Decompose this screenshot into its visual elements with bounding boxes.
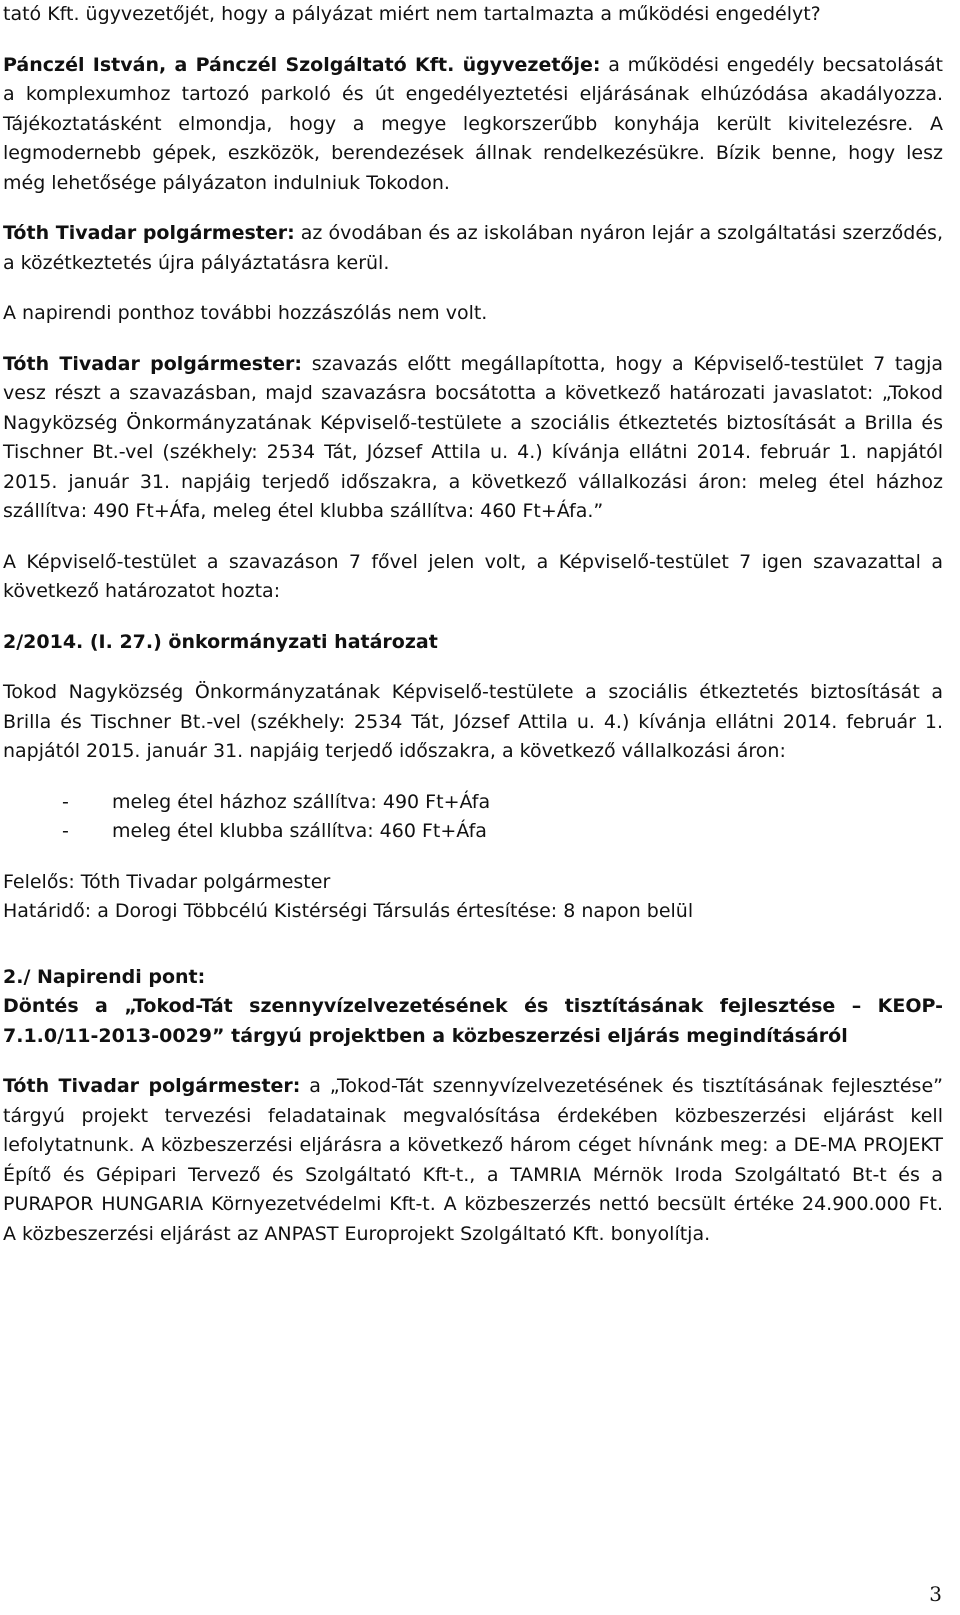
agenda-item-label: 2./ Napirendi pont: — [3, 965, 206, 988]
price-list — [3, 788, 943, 847]
paragraph-no-comments: A napirendi ponthoz további hozzászólás nem volt. — [3, 302, 488, 324]
list-item-text: meleg étel házhoz szállítva: 490 Ft+Áfa — [112, 790, 491, 813]
statement-text: az óvodában és az iskolában nyáron lejár a szolgáltatási szerződés, a közétkeztetés újra pályáztatásra kerül. — [3, 222, 943, 274]
speaker-label: Pánczél István, a Pánczél Szolgáltató Kft. ügyvezetője: — [3, 53, 601, 76]
paragraph-panczel-statement — [3, 51, 943, 199]
agenda-item-title: Döntés a „Tokod-Tát szennyvízelvezetésének és tisztításának fejlesztése – KEOP-7.1.0/11-2013-0029” tárgyú projektben a közbeszerzési eljárás megindításáról — [3, 995, 943, 1047]
list-dash: - — [62, 820, 69, 842]
list-dash: - — [62, 790, 69, 813]
resolution-title: 2/2014. (I. 27.) önkormányzati határozat — [3, 630, 438, 653]
list-item — [3, 817, 943, 847]
deadline-line: Határidő: a Dorogi Többcélú Kistérségi Társulás értesítése: 8 napon belül — [3, 900, 694, 922]
paragraph-mayor-vote-proposal — [3, 350, 943, 527]
statement-text: a „Tokod-Tát szennyvízelvezetésének és tisztításának fejlesztése” tárgyú projekt tervezési feladatainak megvalósítása érdekében közbeszerzési eljárást kell lefolytatnunk. A közbeszerzési eljárásra a következő három céget hívnánk meg: a DE-MA PROJEKT Építő és Gépipari Tervező és Szolgáltató Kft-t., a TAMRIA Mérnök Iroda Szolgáltató Bt-t és a PURAPOR HUNGARIA Környezetvédelmi Kft-t. A közbeszerzés nettó becsült értéke 24.900.000 Ft. A közbeszerzési eljárást az ANPAST Europrojekt Szolgáltató Kft. bonyolítja. — [3, 1075, 943, 1245]
speaker-label: Tóth Tivadar polgármester: — [3, 352, 303, 375]
responsible-line: Felelős: Tóth Tivadar polgármester — [3, 870, 331, 893]
speaker-label: Tóth Tivadar polgármester: — [3, 222, 295, 244]
paragraph-vote-result: A Képviselő-testület a szavazáson 7 fővel jelen volt, a Képviselő-testület 7 igen szavazattal a következő határozatot hozta: — [3, 550, 943, 602]
list-item-text: meleg étel klubba szállítva: 460 Ft+Áfa — [112, 820, 487, 842]
statement-text: szavazás előtt megállapította, hogy a Képviselő-testület 7 tagja vesz részt a szavazásban, majd szavazásra bocsátotta a következő határozati javaslatot: „Tokod Nagyközség Önkormányzatának Képviselő-testülete a szociális étkeztetés biztosítását a Brilla és Tischner Bt.-vel (székhely: 2534 Tát, József Attila u. 4.) kívánja ellátni 2014. február 1. napjától 2015. január 31. napjáig terjedő időszakra, a következő vállalkozási áron: meleg étel házhoz szállítva: 490 Ft+Áfa, meleg étel klubba szállítva: 460 Ft+Áfa.” — [3, 352, 943, 522]
resolution-body: Tokod Nagyközség Önkormányzatának Képviselő-testülete a szociális étkeztetés biztosítását a Brilla és Tischner Bt.-vel (székhely: 2534 Tát, József Attila u. 4.) kívánja ellátni 2014. február 1. napjától 2015. január 31. napjáig terjedő időszakra, a következő vállalkozási áron: — [3, 681, 943, 762]
speaker-label: Tóth Tivadar polgármester: — [3, 1075, 301, 1097]
paragraph-mayor-statement-1 — [3, 219, 943, 278]
paragraph-mayor-procurement — [3, 1072, 943, 1249]
page-number: 3 — [929, 1582, 942, 1606]
paragraph-continuation: tató Kft. ügyvezetőjét, hogy a pályázat miért nem tartalmazta a működési engedélyt? — [3, 3, 821, 25]
statement-text: a működési engedély becsatolását a komplexumhoz tartozó parkoló és út engedélyeztetési eljárásának elhúzódása akadályozza. Tájékoztatásként elmondja, hogy a megye legkorszerűbb konyhája került kivitelezésre. A legmodernebb gépek, eszközök, berendezések állnak rendelkezésükre. Bízik benne, hogy lesz még lehetősége pályázaton indulniuk Tokodon. — [3, 53, 943, 194]
list-item — [3, 788, 943, 818]
